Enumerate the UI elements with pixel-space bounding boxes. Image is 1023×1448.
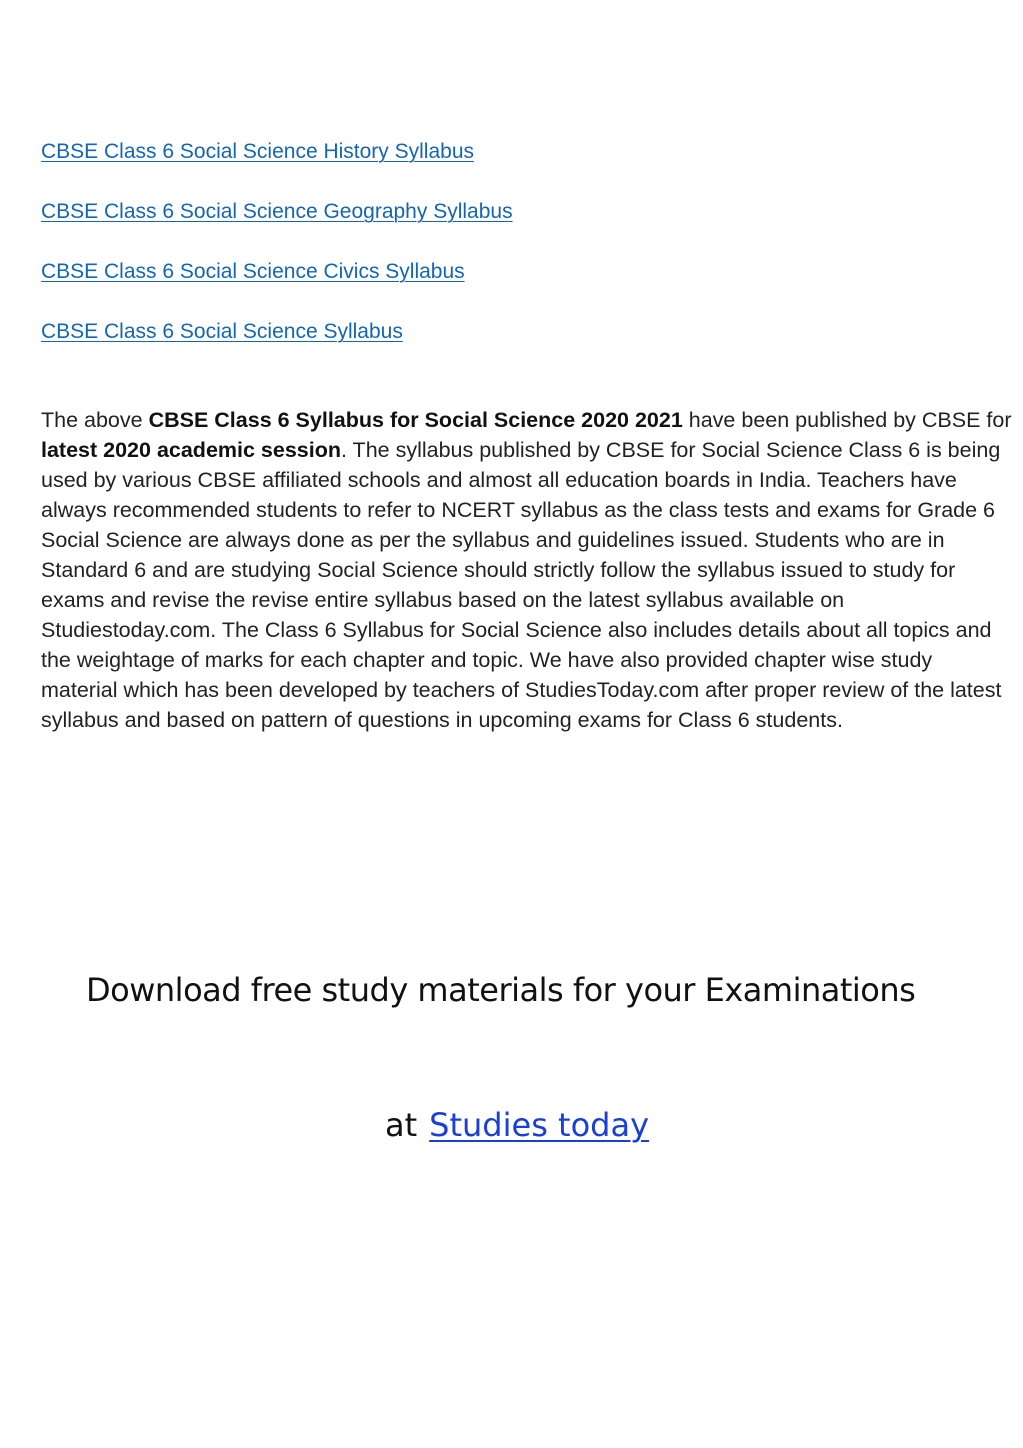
link-geography-syllabus[interactable]: CBSE Class 6 Social Science Geography Syllabus bbox=[41, 200, 513, 223]
para-bold-session: latest 2020 academic session bbox=[41, 438, 341, 462]
link-civics-syllabus[interactable]: CBSE Class 6 Social Science Civics Syllabus bbox=[41, 260, 465, 283]
para-text-2: have been published by CBSE for bbox=[682, 408, 1012, 432]
para-bold-syllabus-title: CBSE Class 6 Syllabus for Social Science 2020 2021 bbox=[148, 408, 683, 432]
para-text-1: The above bbox=[41, 408, 149, 432]
link-social-science-syllabus[interactable]: CBSE Class 6 Social Science Syllabus bbox=[41, 320, 403, 343]
at-label: at bbox=[385, 1106, 418, 1144]
para-text-3: . The syllabus published by CBSE for Social Science Class 6 is being used by various CBSE affiliated schools and almost all education boards in India. Teachers have always recommended students to refer to NCERT syllabus as the class tests and exams for Grade 6 Social Science are always done as per the syllabus and guidelines issued. Students who are in Standard 6 and are studying Social Science should strictly follow the syllabus issued to study for exams and revise the revise entire syllabus based on the latest syllabus available on Studiestoday.com. The Class 6 Syllabus for Social Science also includes details about all topics and the weightage of marks for each chapter and topic. We have also provided chapter wise study material which has been developed by teachers of StudiesToday.com after proper review of the latest syllabus and based on pattern of questions in upcoming exams for Class 6 students. bbox=[41, 438, 1002, 732]
syllabus-links-list bbox=[41, 138, 1001, 378]
syllabus-description-paragraph bbox=[41, 405, 1013, 735]
link-history-syllabus[interactable]: CBSE Class 6 Social Science History Syllabus bbox=[41, 140, 475, 163]
site-link-line bbox=[385, 1103, 649, 1147]
studies-today-link[interactable]: Studies today bbox=[429, 1106, 650, 1144]
download-heading: Download free study materials for your Examinations bbox=[86, 971, 916, 1009]
